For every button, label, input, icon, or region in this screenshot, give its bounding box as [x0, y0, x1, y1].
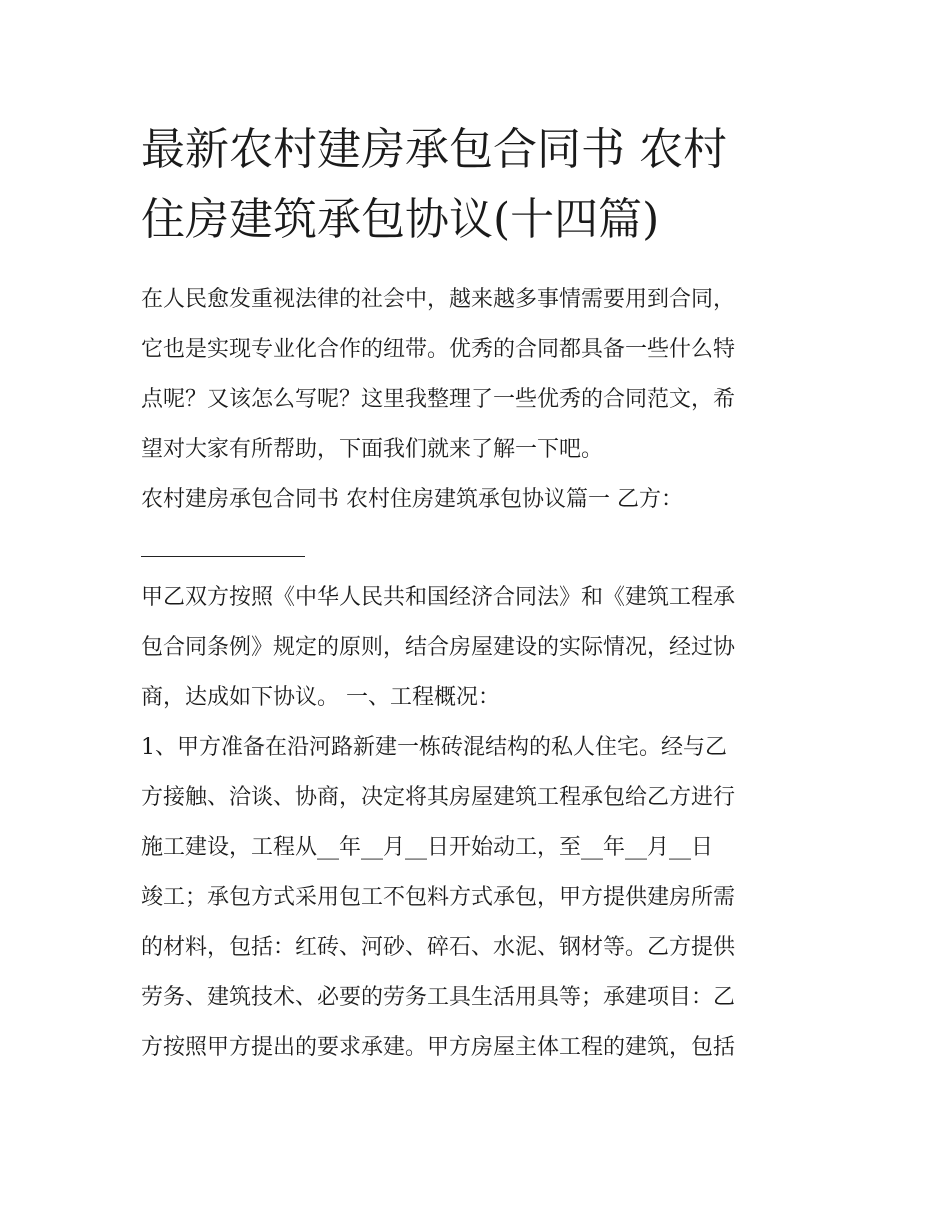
document-title: [141, 115, 821, 255]
text-line: 方按照甲方提出的要求承建。甲方房屋主体工程的建筑，包括: [141, 1035, 736, 1060]
text-line: 它也是实现专业化合作的纽带。优秀的合同都具备一些什么特: [141, 337, 736, 362]
text-line: 点呢？又该怎么写呢？这里我整理了一些优秀的合同范文，希: [141, 387, 736, 412]
text-line: 施工建设，工程从__年__月__日开始动工，至__年__月__日: [141, 835, 714, 860]
fill-in-blank-line: [141, 556, 305, 557]
text-line: 在人民愈发重视法律的社会中，越来越多事情需要用到合同，: [141, 287, 736, 312]
text-line: 包合同条例》规定的原则，结合房屋建设的实际情况，经过协: [141, 635, 736, 660]
text-line: 1、甲方准备在沿河路新建一栋砖混结构的私人住宅。经与乙: [141, 735, 727, 760]
text-line: 方接触、洽谈、协商，决定将其房屋建筑工程承包给乙方进行: [141, 785, 736, 810]
text-line: 望对大家有所帮助，下面我们就来了解一下吧。: [141, 437, 604, 462]
section-heading-line: 农村建房承包合同书 农村住房建筑承包协议篇一 乙方：: [141, 487, 683, 512]
text-line: 劳务、建筑技术、必要的劳务工具生活用具等；承建项目：乙: [141, 985, 736, 1010]
title-line: 最新农村建房承包合同书 农村: [141, 124, 727, 175]
contract-body: [141, 573, 821, 1073]
text-line: 的材料，包括：红砖、河砂、碎石、水泥、钢材等。乙方提供: [141, 935, 736, 960]
text-line: 商，达成如下协议。 一、工程概况：: [141, 685, 500, 710]
intro-paragraph: [141, 275, 821, 525]
title-line: 住房建筑承包协议(十四篇): [141, 194, 660, 245]
text-line: 竣工；承包方式采用包工不包料方式承包，甲方提供建房所需: [141, 885, 736, 910]
text-line: 甲乙双方按照《中华人民共和国经济合同法》和《建筑工程承: [141, 585, 736, 610]
